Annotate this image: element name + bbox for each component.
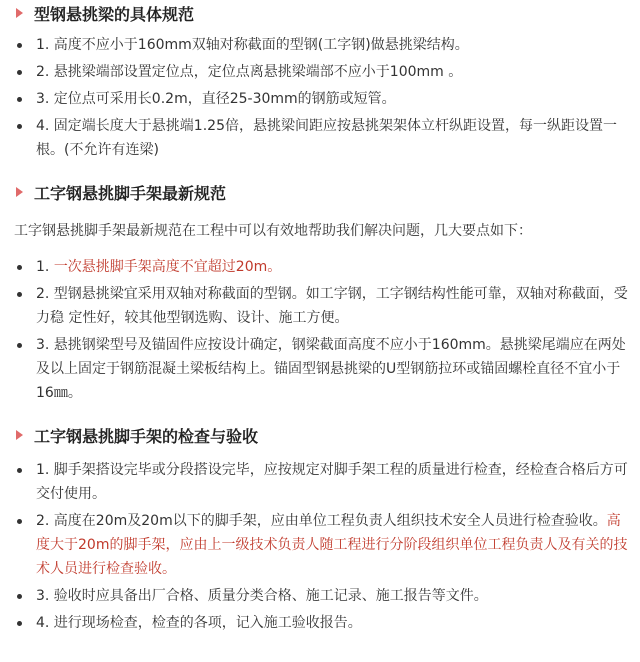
list-item: 4. 进行现场检查，检查的各项，记入施工验收报告。 [14,611,640,635]
bullet-icon [17,124,22,129]
bullet-icon [17,468,22,473]
bullet-icon [17,621,22,626]
bullet-icon [17,594,22,599]
list-item: 1. 脚手架搭设完毕或分段搭设完毕，应按规定对脚手架工程的质量进行检查，经检查合格后方可交付使用。 [14,458,640,506]
highlighted-text: 高度大于20m的脚手架，应由上一级技术负责人随工程进行分阶段组织单位工程负责人及有关的技术人员进行检查验收。 [36,513,628,577]
triangle-marker-icon [16,8,23,18]
rule-list [14,255,640,405]
rule-list [14,33,640,162]
bullet-icon [17,265,22,270]
section-intro: 工字钢悬挑脚手架最新规范在工程中可以有效地帮助我们解决问题，几大要点如下： [14,223,532,239]
bullet-icon [17,292,22,297]
list-item: 2. 高度在20m及20m以下的脚手架，应由单位工程负责人组织技术安全人员进行检查验收。高度大于20m的脚手架，应由上一级技术负责人随工程进行分阶段组织单位工程负责人及有关的技术人员进行检查验收。 [14,509,640,581]
highlighted-text: 一次悬挑脚手架高度不宜超过20m。 [53,259,282,275]
list-item: 2. 型钢悬挑梁宜采用双轴对称截面的型钢。如工字钢，工字钢结构性能可靠，双轴对称截面，受力稳 定性好，较其他型钢选购、设计、施工方便。 [14,282,640,330]
rule-list [14,458,640,635]
triangle-marker-icon [16,430,23,440]
list-item: 3. 验收时应具备出厂合格、质量分类合格、施工记录、施工报告等文件。 [14,584,640,608]
bullet-icon [17,43,22,48]
list-item: 2. 悬挑梁端部设置定位点，定位点离悬挑梁端部不应小于100mm 。 [14,60,640,84]
section-heading [14,179,640,205]
list-item: 3. 悬挑钢梁型号及锚固件应按设计确定，钢梁截面高度不应小于160mm。悬挑梁尾端应在两处及以上固定于钢筋混凝土梁板结构上。锚固型钢悬挑梁的U型钢筋拉环或锚固螺栓直径不宜小于16㎜。 [14,333,640,405]
list-item: 4. 固定端长度大于悬挑端1.25倍，悬挑梁间距应按悬挑架架体立杆纵距设置，每一纵距设置一根。(不允许有连梁) [14,114,640,162]
list-item: 1. 一次悬挑脚手架高度不宜超过20m。 [14,255,640,279]
section-title: 型钢悬挑梁的具体规范 [34,4,195,24]
triangle-marker-icon [16,187,23,197]
section-heading [14,0,640,26]
section-title: 工字钢悬挑脚手架的检查与验收 [34,426,259,446]
list-item: 1. 高度不应小于160mm双轴对称截面的型钢(工字钢)做悬挑梁结构。 [14,33,640,57]
bullet-icon [17,97,22,102]
bullet-icon [17,343,22,348]
bullet-icon [17,70,22,75]
section-heading [14,422,640,448]
list-item: 3. 定位点可采用长0.2m，直径25-30mm的钢筋或短管。 [14,87,640,111]
bullet-icon [17,519,22,524]
section-title: 工字钢悬挑脚手架最新规范 [34,183,227,203]
